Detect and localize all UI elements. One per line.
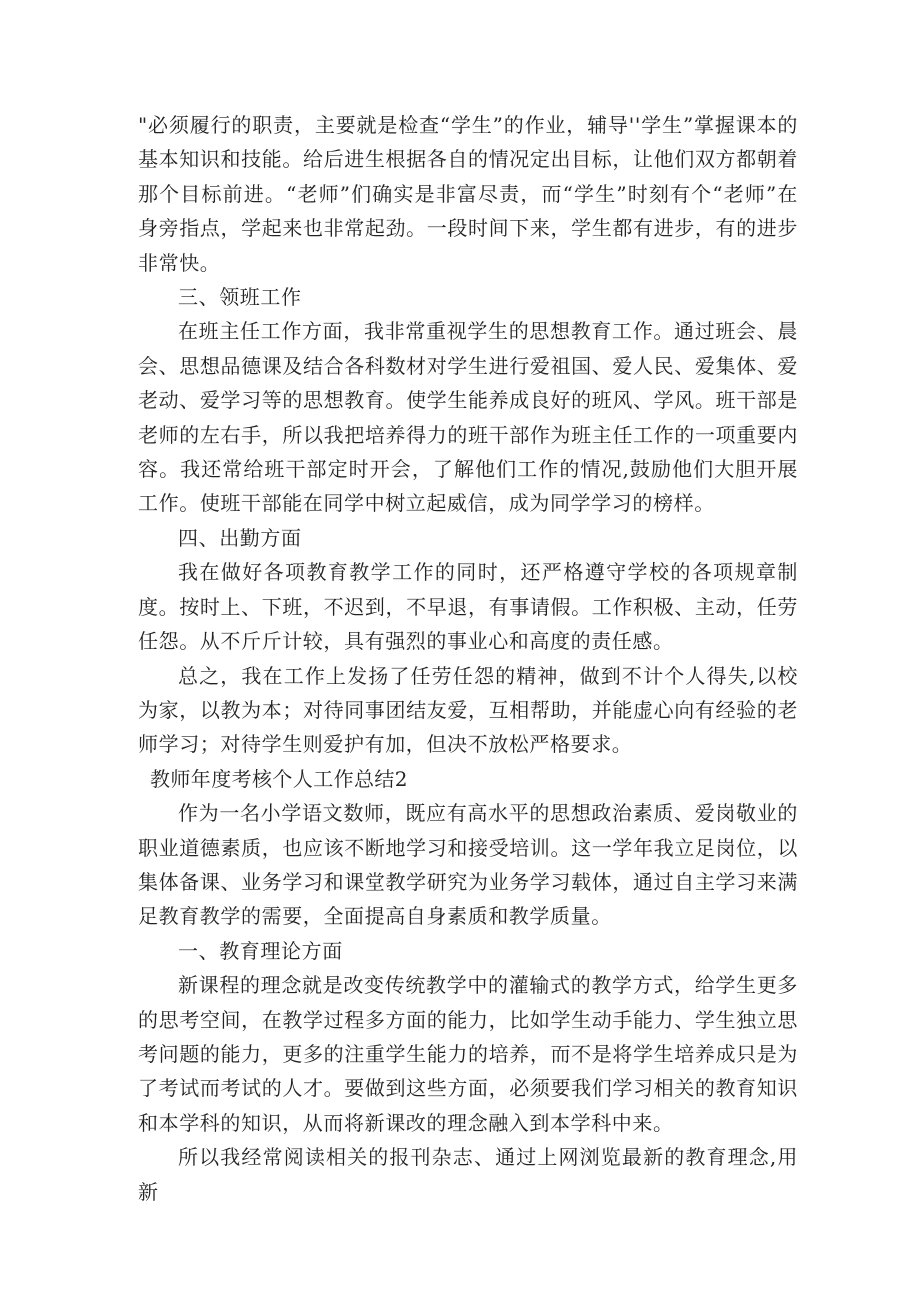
section-heading-attendance: 四、出勤方面	[178, 525, 302, 550]
section-heading-class-leadership: 三、领班工作	[178, 285, 302, 310]
paragraph-intro: 作为一名小学语文数师，既应有高水平的思想政治素质、爱岗敬业的职业道德素质，也应该不断地学习和接受培训。这一学年我立足岗位，以集体备课、业务学习和课堂教学研究为业务学习载体，通过自主学习来满足教育教学的需要，全面提高自身素质和教学质量。	[138, 801, 798, 929]
paragraph-education-theory: 新课程的理念就是改变传统教学中的灌输式的教学方式，给学生更多的思考空间，在教学过程多方面的能力，比如学生动手能力、学生独立思考问题的能力，更多的注重学生能力的培养，而不是将学生培养成只是为了考试而考试的人才。要做到这些方面，必须要我们学习相关的教育知识和本学科的知识，从而将新课改的理念融入到本学科中来。	[138, 973, 798, 1135]
paragraph-reading: 所以我经常阅读相关的报刊杂志、通过上网浏览最新的教育理念,用新	[138, 1145, 798, 1204]
document-subtitle: 教师年度考核个人工作总结2	[150, 766, 408, 791]
document-body	[138, 108, 798, 1209]
paragraph-conclusion: 总之，我在工作上发扬了任劳任怨的精神，做到不计个人得失,以校为家，以教为本；对待同事团结友爱，互相帮助，并能虚心向有经验的老师学习；对待学生则爱护有加，但决不放松严格要求。	[138, 663, 798, 757]
paragraph-class-leadership: 在班主任工作方面，我非常重视学生的思想教育工作。通过班会、晨会、思想品德课及结合各科数材对学生进行爱祖国、爱人民、爱集体、爱老动、爱学习等的思想教育。使学生能养成良好的班风、学风。班干部是老师的左右手，所以我把培养得力的班干部作为班主任工作的一项重要内容。我还常给班干部定时开会，了解他们工作的情况,鼓励他们大胆开展工作。使班干部能在同学中树立起威信，成为同学学习的榜样。	[138, 319, 798, 516]
section-heading-education-theory: 一、教育理论方面	[178, 938, 343, 963]
paragraph-attendance: 我在做好各项教育教学工作的同时，还严格遵守学校的各项规章制度。按时上、下班，不迟到，不早退，有事请假。工作积极、主动，任劳任怨。从不斤斤计较，具有强烈的事业心和高度的责任感。	[138, 560, 798, 654]
paragraph-continuation: "必须履行的职责，主要就是检查“学生”的作业，辅导''学生”掌握课本的基本知识和技能。给后进生根据各自的情况定出目标，让他们双方都朝着那个目标前进。“老师”们确实是非富尽责，而“学生”时刻有个“老师”在身旁指点，学起来也非常起劲。一段时间下来，学生都有进步，有的进步非常快。	[138, 113, 798, 275]
